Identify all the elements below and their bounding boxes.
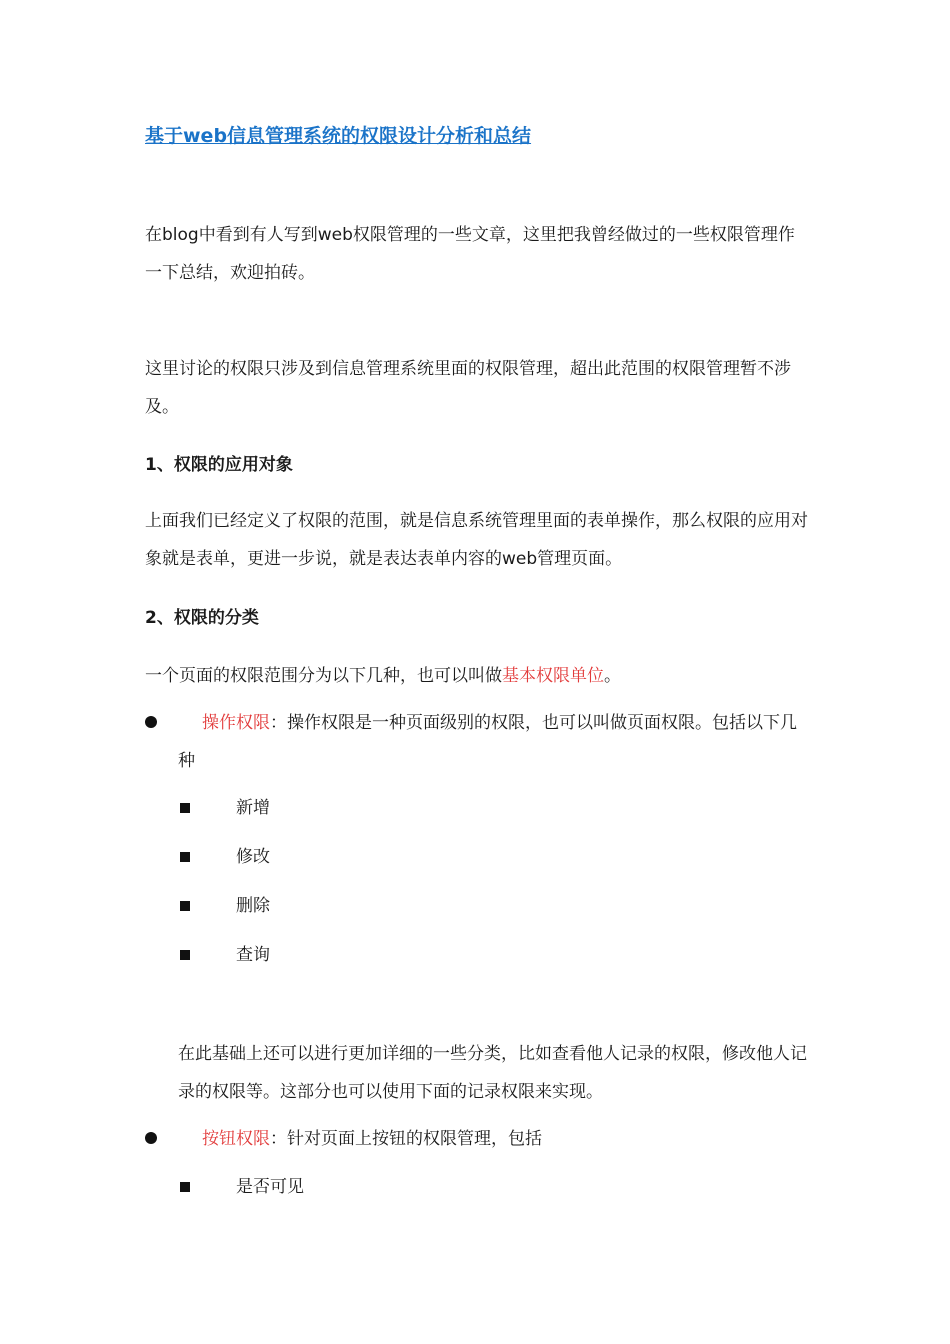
document-title[interactable]: 基于web信息管理系统的权限设计分析和总结 xyxy=(145,125,532,147)
section-1-paragraph: 上面我们已经定义了权限的范围，就是信息系统管理里面的表单操作，那么权限的应用对象就是表单，更进一步说，就是表达表单内容的web管理页面。 xyxy=(145,511,808,569)
list-item-label: 查询 xyxy=(236,945,270,965)
list-item-label: 修改 xyxy=(236,847,270,867)
intro-paragraph-2: 这里讨论的权限只涉及到信息管理系统里面的权限管理，超出此范围的权限管理暂不涉及。 xyxy=(145,359,791,417)
bullet-description: ：针对页面上按钮的权限管理，包括 xyxy=(270,1129,542,1149)
square-bullet-icon xyxy=(180,1182,190,1192)
lead-highlight: 基本权限单位 xyxy=(502,666,604,686)
lead-suffix: 。 xyxy=(604,666,621,686)
bullet-term: 操作权限 xyxy=(202,713,270,733)
square-bullet-icon xyxy=(180,803,190,813)
bullet-description: ：操作权限是一种页面级别的权限，也可以叫做页面权限。包括以下几种 xyxy=(178,713,797,771)
intro-paragraph-1: 在blog中看到有人写到web权限管理的一些文章，这里把我曾经做过的一些权限管理作一下总结，欢迎拍砖。 xyxy=(145,225,795,283)
square-bullet-icon xyxy=(180,852,190,862)
bullet-text xyxy=(178,1120,810,1158)
lead-text: 一个页面的权限范围分为以下几种，也可以叫做 xyxy=(145,666,502,686)
square-bullet-icon xyxy=(180,950,190,960)
bullet-dot-icon xyxy=(145,1132,157,1144)
section-2-heading: 2、权限的分类 xyxy=(145,608,259,628)
bullet-text xyxy=(178,704,810,780)
list-item-label: 是否可见 xyxy=(236,1177,304,1197)
list-item-label: 删除 xyxy=(236,896,270,916)
detail-note-paragraph: 在此基础上还可以进行更加详细的一些分类，比如查看他人记录的权限，修改他人记录的权限等。这部分也可以使用下面的记录权限来实现。 xyxy=(178,1044,807,1102)
bullet-term: 按钮权限 xyxy=(202,1129,270,1149)
bullet-button-permission xyxy=(145,1120,810,1160)
section-1-heading: 1、权限的应用对象 xyxy=(145,455,293,475)
list-item-label: 新增 xyxy=(236,798,270,818)
square-bullet-icon xyxy=(180,901,190,911)
section-2-lead xyxy=(145,657,810,695)
bullet-dot-icon xyxy=(145,716,157,728)
bullet-operation-permission xyxy=(145,704,810,784)
